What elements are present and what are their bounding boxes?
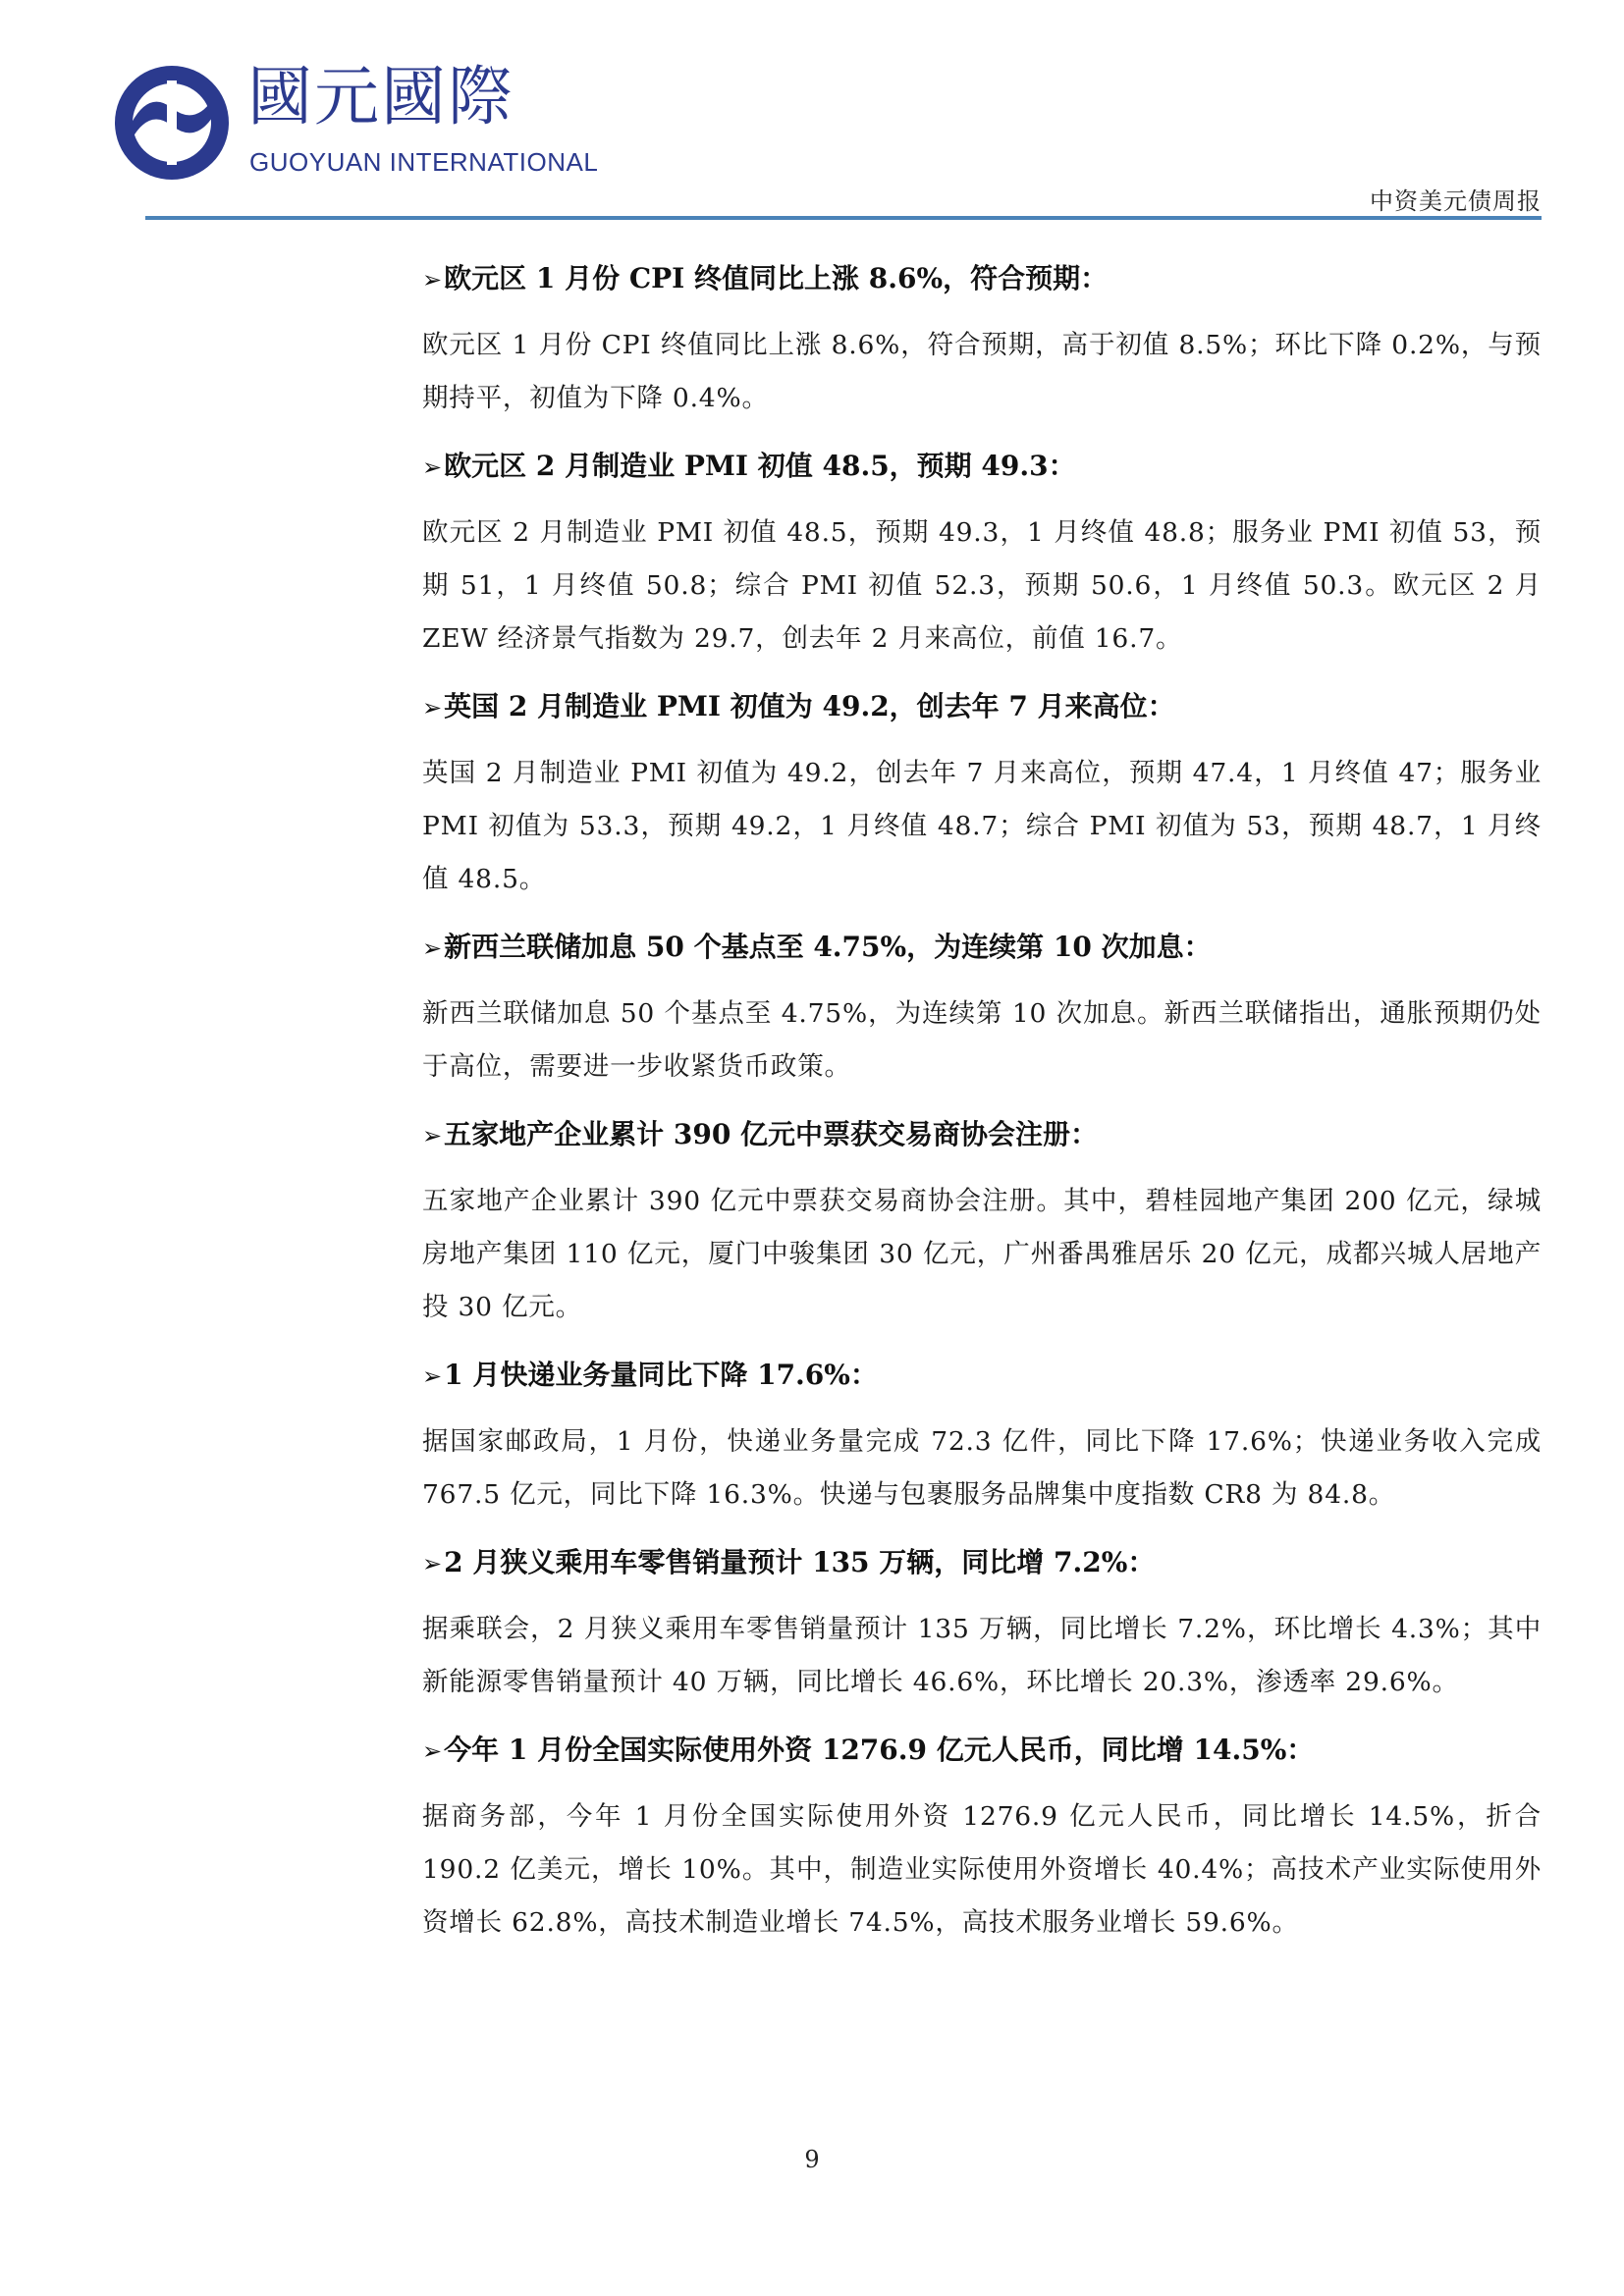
news-section xyxy=(422,447,1542,666)
section-heading-text: 1 月快递业务量同比下降 17.6%： xyxy=(444,1359,878,1391)
section-heading xyxy=(422,447,1542,487)
logo-english-name: GUOYUAN INTERNATIONAL xyxy=(249,147,599,177)
page-number: 9 xyxy=(804,2146,820,2173)
section-paragraph: 新西兰联储加息 50 个基点至 4.75%，为连续第 10 次加息。新西兰联储指出，通胀预期仍处于高位，需要进一步收紧货币政策。 xyxy=(422,998,1542,1082)
news-section xyxy=(422,1731,1542,1949)
bullet-arrow-icon: ➢ xyxy=(422,1550,443,1577)
news-section xyxy=(422,687,1542,906)
section-heading xyxy=(422,1356,1542,1396)
report-title: 中资美元债周报 xyxy=(1370,187,1542,215)
section-paragraph: 欧元区 1 月份 CPI 终值同比上涨 8.6%，符合预期，高于初值 8.5%；环比下降 0.2%，与预期持平，初值为下降 0.4%。 xyxy=(422,330,1542,413)
bullet-arrow-icon: ➢ xyxy=(422,266,443,294)
news-section xyxy=(422,259,1542,425)
section-paragraph: 欧元区 2 月制造业 PMI 初值 48.5，预期 49.3，1 月终值 48.8；服务业 PMI 初值 53，预期 51，1 月终值 50.8；综合 PMI 初值 52.3，预期 50.6，1 月终值 50.3。欧元区 2 月 ZEW 经济景气指数为 29.7，创去年 2 月来高位，前值 16.7。 xyxy=(422,517,1542,654)
news-section xyxy=(422,1115,1542,1334)
bullet-arrow-icon: ➢ xyxy=(422,1122,443,1149)
logo-chinese-name: 國元國際 xyxy=(247,59,514,134)
section-heading xyxy=(422,1115,1542,1155)
section-paragraph: 英国 2 月制造业 PMI 初值为 49.2，创去年 7 月来高位，预期 47.4，1 月终值 47；服务业 PMI 初值为 53.3，预期 49.2，1 月终值 48.7；综合 PMI 初值为 53，预期 48.7，1 月终值 48.5。 xyxy=(422,758,1542,894)
section-heading-text: 今年 1 月份全国实际使用外资 1276.9 亿元人民币，同比增 14.5%： xyxy=(444,1734,1315,1766)
section-paragraph: 据商务部，今年 1 月份全国实际使用外资 1276.9 亿元人民币，同比增长 14.5%，折合 190.2 亿美元，增长 10%。其中，制造业实际使用外资增长 40.4%；高技术产业实际使用外资增长 62.8%，高技术制造业增长 74.5%，高技术服务业增长 59.6%。 xyxy=(422,1801,1542,1938)
bullet-arrow-icon: ➢ xyxy=(422,934,443,962)
section-paragraph: 据国家邮政局，1 月份，快递业务量完成 72.3 亿件，同比下降 17.6%；快递业务收入完成 767.5 亿元，同比下降 16.3%。快递与包裹服务品牌集中度指数 CR8 为 84.8。 xyxy=(422,1426,1542,1510)
bullet-arrow-icon: ➢ xyxy=(422,694,443,721)
news-section xyxy=(422,1356,1542,1522)
section-heading xyxy=(422,928,1542,968)
section-heading-text: 欧元区 1 月份 CPI 终值同比上涨 8.6%，符合预期： xyxy=(444,262,1109,294)
section-heading-text: 英国 2 月制造业 PMI 初值为 49.2，创去年 7 月来高位： xyxy=(444,690,1175,722)
section-heading xyxy=(422,1731,1542,1771)
section-paragraph: 五家地产企业累计 390 亿元中票获交易商协会注册。其中，碧桂园地产集团 200 亿元，绿城房地产集团 110 亿元，厦门中骏集团 30 亿元，广州番禺雅居乐 20 亿元，成都兴城人居地产投 30 亿元。 xyxy=(422,1186,1542,1322)
section-heading-text: 新西兰联储加息 50 个基点至 4.75%，为连续第 10 次加息： xyxy=(444,931,1212,963)
section-heading xyxy=(422,687,1542,727)
bullet-arrow-icon: ➢ xyxy=(422,454,443,481)
bullet-arrow-icon: ➢ xyxy=(422,1362,443,1390)
section-heading-text: 五家地产企业累计 390 亿元中票获交易商协会注册： xyxy=(444,1118,1099,1150)
header-divider xyxy=(145,216,1542,220)
news-section xyxy=(422,1543,1542,1709)
section-heading xyxy=(422,1543,1542,1583)
section-heading-text: 欧元区 2 月制造业 PMI 初值 48.5，预期 49.3： xyxy=(444,450,1076,482)
page-header xyxy=(0,0,1624,226)
section-heading-text: 2 月狭义乘用车零售销量预计 135 万辆，同比增 7.2%： xyxy=(444,1546,1156,1578)
section-paragraph: 据乘联会，2 月狭义乘用车零售销量预计 135 万辆，同比增长 7.2%，环比增长 4.3%；其中新能源零售销量预计 40 万辆，同比增长 46.6%，环比增长 20.3%，渗透率 29.6%。 xyxy=(422,1614,1542,1697)
guoyuan-logo-icon xyxy=(110,61,234,185)
bullet-arrow-icon: ➢ xyxy=(422,1737,443,1765)
news-section xyxy=(422,928,1542,1094)
section-heading xyxy=(422,259,1542,299)
document-body xyxy=(422,245,1542,1971)
